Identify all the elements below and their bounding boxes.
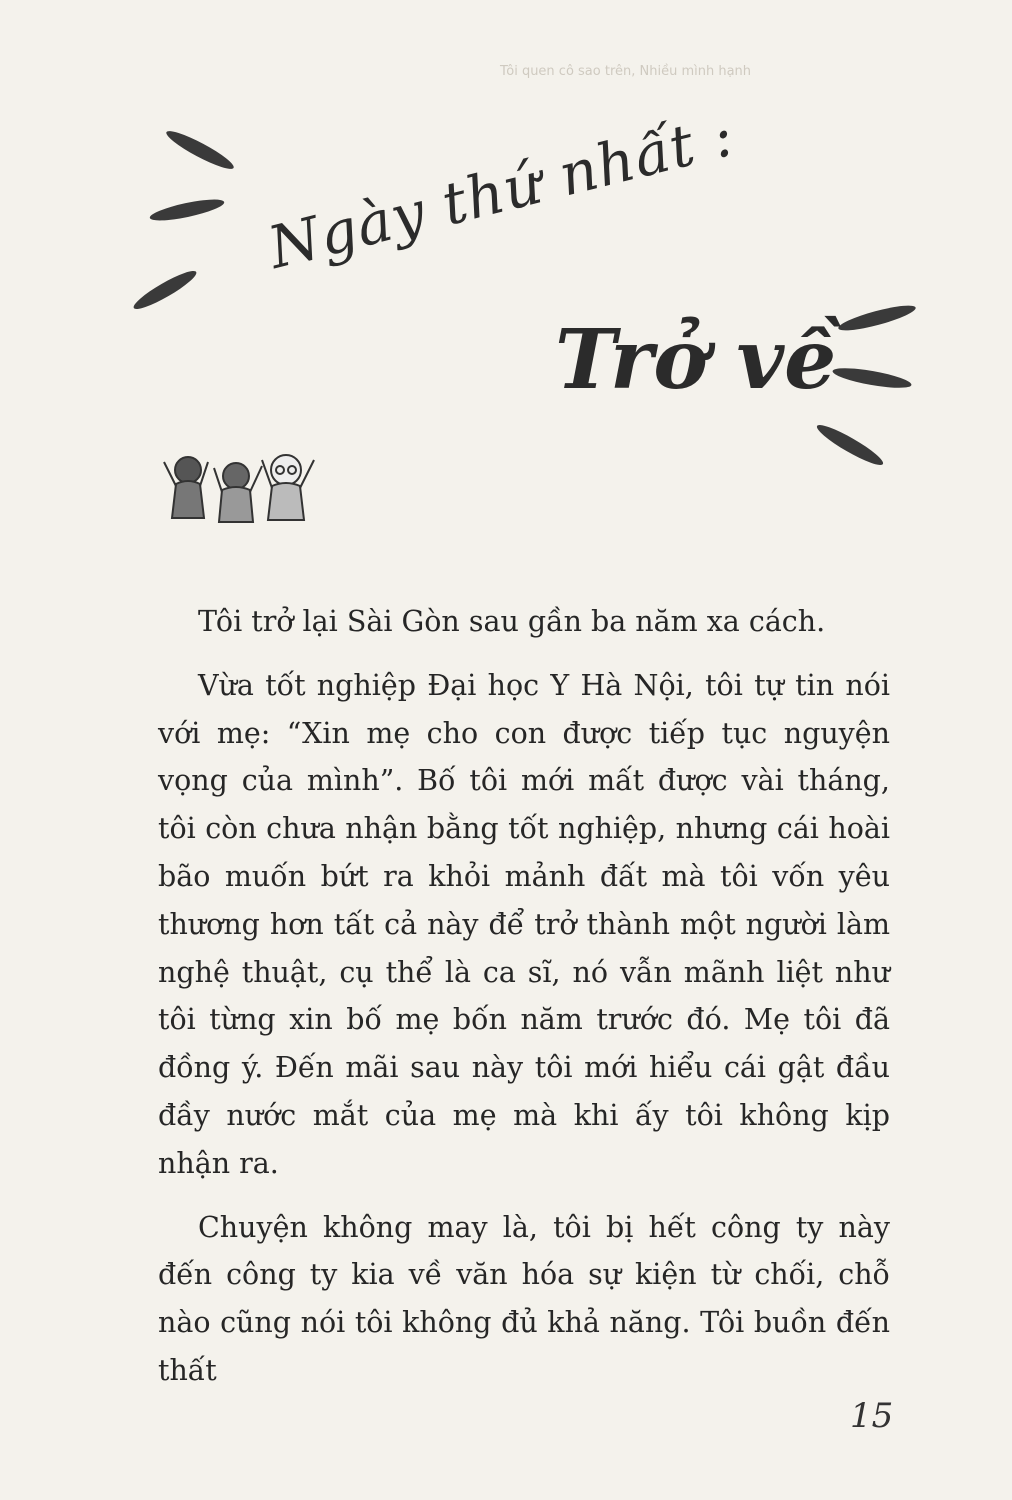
stroke-mark: [163, 126, 237, 174]
paragraph: Tôi trở lại Sài Gòn sau gần ba năm xa cách.: [198, 605, 826, 638]
paragraph: Chuyện không may là, tôi bị hết công ty này đến công ty kia về văn hóa sự kiện từ chối, chỗ nào cũng nói tôi không đủ khả năng. Tôi buồn đến thất: [158, 1210, 890, 1387]
chapter-label: Ngày thứ nhất :: [261, 100, 741, 282]
title-decoration-strokes: [0, 0, 1012, 600]
chapter-title: Trở về: [555, 312, 837, 408]
stroke-mark: [837, 301, 918, 335]
stroke-mark: [831, 364, 912, 392]
running-header: Tôi quen cô sao trên, Nhiều mình hạnh: [500, 64, 752, 79]
stroke-mark: [130, 266, 199, 314]
children-cheering-illustration: [158, 448, 328, 528]
stroke-mark: [148, 195, 225, 224]
stroke-mark: [814, 420, 887, 470]
paragraph: Vừa tốt nghiệp Đại học Y Hà Nội, tôi tự tin nói với mẹ: “Xin mẹ cho con được tiếp tục nguyện vọng của mình”. Bố tôi mới mất được vài tháng, tôi còn chưa nhận bằng tốt nghiệp, nhưng cái hoài bão muốn bứt ra khỏi mảnh đất mà tôi vốn yêu thương hơn tất cả này để trở thành một người làm nghệ thuật, cụ thể là ca sĩ, nó vẫn mãnh liệt như tôi từng xin bố mẹ bốn năm trước đó. Mẹ tôi đã đồng ý. Đến mãi sau này tôi mới hiểu cái gật đầu đầy nước mắt của mẹ mà khi ấy tôi không kịp nhận ra.: [158, 668, 890, 1180]
page-number: 15: [850, 1396, 894, 1436]
body-text: [158, 598, 890, 1411]
